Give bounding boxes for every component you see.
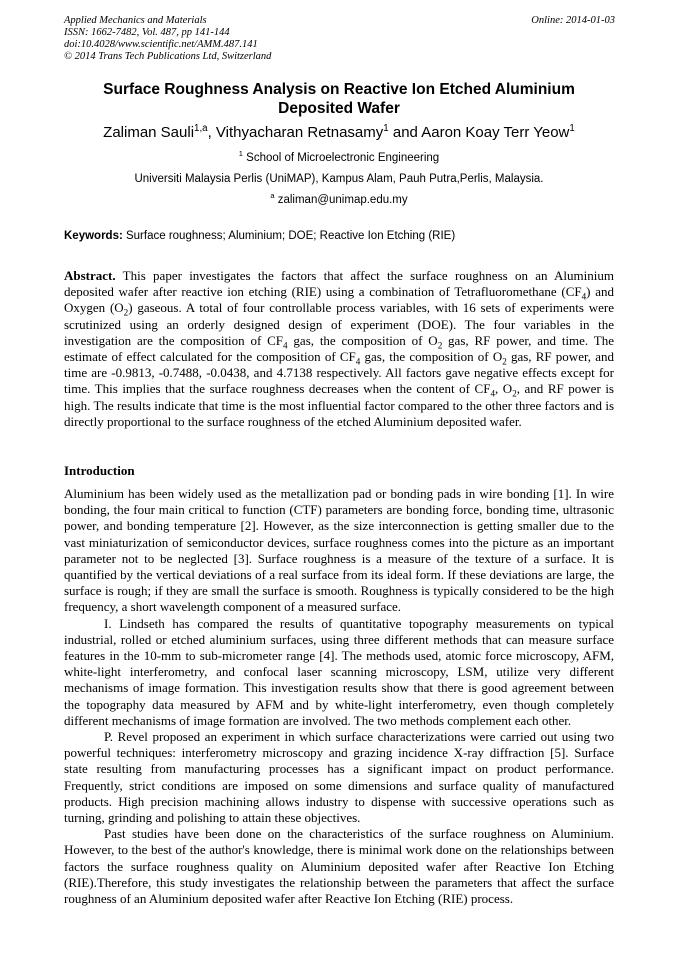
- author-list: [64, 124, 614, 142]
- author-sup: 1: [383, 123, 389, 134]
- author-sup: 1,a: [194, 123, 208, 134]
- introduction-heading: Introduction: [64, 463, 135, 478]
- journal-doi: doi:10.4028/www.scientific.net/AMM.487.141: [64, 39, 258, 50]
- journal-issn: ISSN: 1662-7482, Vol. 487, pp 141-144: [64, 27, 230, 38]
- online-date: Online: 2014-01-03: [531, 15, 615, 26]
- affiliation-university: Universiti Malaysia Perlis (UniMAP), Kampus Alam, Pauh Putra,Perlis, Malaysia.: [134, 173, 544, 185]
- author-name: Zaliman Sauli: [103, 124, 195, 141]
- paragraph: I. Lindseth has compared the results of quantitative topography measurements on typical industrial, rolled or etched aluminium surfaces, using three different methods that can measure surface features in the 10-mm to sub-micrometer range [4]. The methods used, atomic force microscopy, AFM, white-light interferometry, and confocal laser scanning microscopy, LSM, utilize very different mechanisms of image formation. This investigation results show that there is good agreement between the topography data measured by AFM and by white-light interferometry, even though completely different mechanisms of image formation are involved. The two methods complement each other.: [64, 615, 614, 728]
- introduction-body: [64, 486, 614, 907]
- journal-name: Applied Mechanics and Materials: [64, 15, 207, 26]
- abstract-label: Abstract.: [64, 268, 116, 283]
- affiliation-email: $^a$ zaliman@unimap.edu.my: [270, 191, 408, 206]
- keywords: [64, 229, 624, 243]
- keywords-text: Surface roughness; Aluminium; DOE; Reactive Ion Etching (RIE): [122, 230, 456, 242]
- journal-header: [64, 15, 271, 63]
- paragraph: P. Revel proposed an experiment in which surface characterizations were carried out using two powerful techniques: interferometry microscopy and grazing incidence X-ray diffraction [5]. Surface state resulting from manufacturing processes has a significant impact on product performance. Frequently, strict conditions are imposed on some dimensions and surface quality of manufactured products. High precision machining allows industry to dispense with successive operations such as turning, grinding and polishing to attain these objectives.: [64, 729, 614, 826]
- paragraph: Past studies have been done on the characteristics of the surface roughness on Aluminium. However, to the best of the author's knowledge, there is minimal work done on the relationships between factors the surface roughness quality on Aluminium deposited wafer after Reactive Ion Etching (RIE).Therefore, this study investigates the relationship between the parameters that affect the surface roughness of an Aluminium deposited wafer after Reactive Ion Etching (RIE) process.: [64, 826, 614, 907]
- abstract: Abstract. This paper investigates the factors that affect the surface roughness on an Aluminium deposited wafer after reactive ion etching (RIE) using a combination of Tetrafluoromethane $(CF_4)$ and Oxygen $(O_2)$ gaseous. A total of four controllable process variables, with 16 sets of experiments were scrutinized using an orderly designed design of experiment (DOE). The four variables in the investigation are the composition of $CF_4$ gas, the composition of $O_2$ gas, RF power, and time. The estimate of effect calculated for the composition of $CF_4$ gas, the composition of $O_2$ gas, RF power, and time are -0.9813, -0.7488, -0.0438, and 4.7138 respectively. All factors gave negative effects except for time. This implies that the surface roughness decreases when the content of $CF_4$, $O_2$, and RF power is high. The results indicate that time is the most influential factor compared to the other three factors and is directly proportional to the surface roughness of the etched Aluminium deposited wafer.: [64, 268, 614, 429]
- keywords-label: Keywords:: [64, 230, 123, 242]
- journal-copyright: © 2014 Trans Tech Publications Ltd, Switzerland: [64, 51, 272, 62]
- affiliation-school: $^1$ School of Microelectronic Engineering: [238, 149, 440, 164]
- paragraph: Aluminium has been widely used as the metallization pad or bonding pads in wire bonding [1]. In wire bonding, the four main critical to function (CTF) parameters are bonding force, bonding time, ultrasonic power, and bonding temperature [2]. However, as the size interconnection is getting smaller due to the vast miniaturization of semiconductor devices, surface roughness comes into the picture as an important parameter not to be neglected [3]. Surface roughness is a measure of the texture of a surface. It is quantified by the vertical deviations of a real surface from its ideal form. If these deviations are large, the surface is rough; if they are small the surface is smooth. Roughness is typically considered to be the high frequency, a short wavelength component of a measured surface.: [64, 486, 614, 615]
- paper-title: Surface Roughness Analysis on Reactive Ion Etched Aluminium Deposited Wafer: [103, 81, 575, 117]
- author-sup: 1: [569, 123, 575, 134]
- author-name: , Vithyacharan Retnasamy: [207, 124, 384, 141]
- author-name: and Aaron Koay Terr Yeow: [388, 124, 570, 141]
